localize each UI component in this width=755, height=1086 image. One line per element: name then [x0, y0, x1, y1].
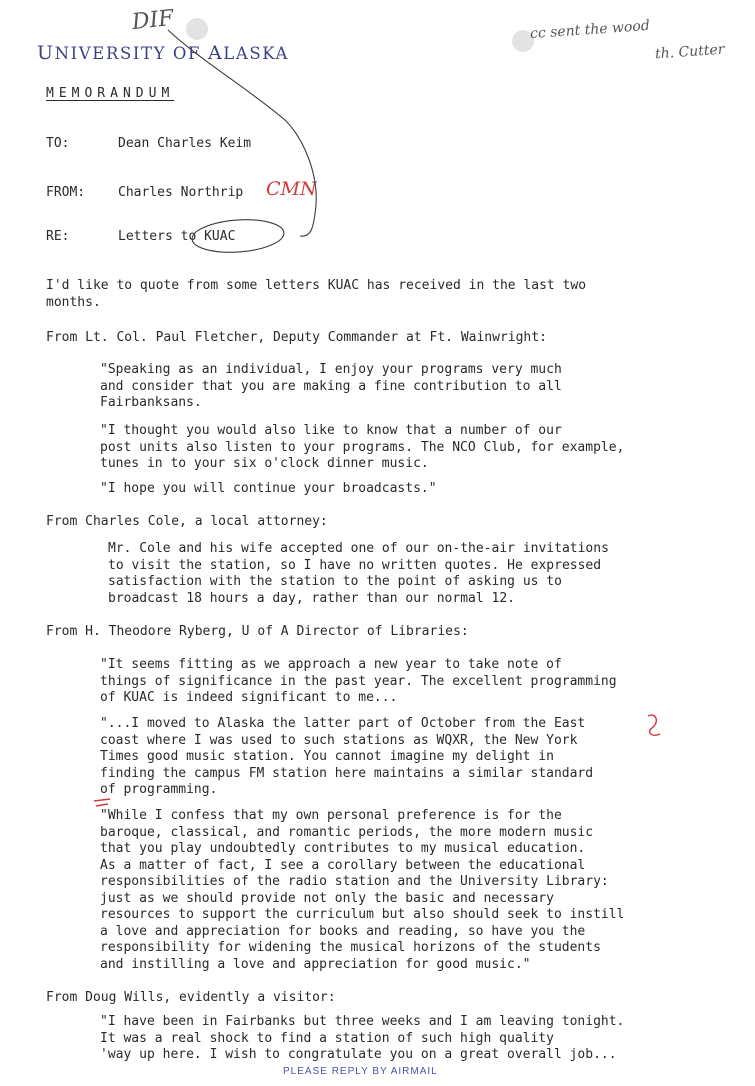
punch-hole-left: [186, 18, 208, 40]
from-value: Charles Northrip: [118, 185, 244, 200]
quote-ryberg-2: "...I moved to Alaska the latter part of October from the East coast where I was used to such stations as WQXR, the New York Times good music station. You cannot imagine my delight in finding the campus FM station here maintains a similar standard of programming.: [100, 716, 594, 797]
quote-ryberg-1: "It seems fitting as we approach a new year to take note of things of significance in the past year. The excellent programming of KUAC is indeed significant to me...: [100, 657, 617, 705]
handwritten-initials: CMN: [266, 178, 317, 200]
intro-paragraph: I'd like to quote from some letters KUAC has received in the last two months.: [46, 278, 587, 310]
section-heading-cole: From Charles Cole, a local attorney:: [46, 514, 328, 529]
paragraph-cole: Mr. Cole and his wife accepted one of our on-the-air invitations to visit the station, so I have no written quotes. He expressed satisfaction with the station to the point of asking us to broadcast 18 hours a day, rather than our normal 12.: [108, 541, 609, 606]
handwritten-dif: DIF: [130, 5, 175, 36]
quote-ryberg-3: "While I confess that my own personal preference is for the baroque, classical, and romantic periods, the more modern music that you play undoubtedly contributes to my musical education. As a matter of fact, I see a corollary between the educational responsibilities of the radio station and the University Library: just as we should provide not only the basic and necessary resources to support the curriculum but also should seek to instill a love and appreciation for books and reading, so have you the responsibility for widening the musical horizons of the students and instilling a love and appreciation for good music.": [100, 808, 625, 972]
section-heading-wills: From Doug Wills, evidently a visitor:: [46, 990, 336, 1005]
handwritten-note-line1: cc sent the wood: [529, 17, 651, 43]
quote-wills-1: "I have been in Fairbanks but three weeks and I am leaving tonight. It was a real shock to find a station of such high quality 'way up here. I wish to congratulate you on a great overall job...: [100, 1014, 625, 1062]
letterhead: UNIVERSITY OF ALASKA: [37, 42, 290, 64]
section-heading-ryberg: From H. Theodore Ryberg, U of A Director of Libraries:: [46, 624, 469, 639]
re-value: Letters to KUAC: [118, 229, 236, 244]
edit-mark-east: [648, 715, 660, 735]
edit-mark-paragraph: [94, 799, 110, 806]
handwritten-note-line2: th. Cutter: [654, 41, 725, 63]
quote-fletcher-3: "I hope you will continue your broadcasts.": [100, 481, 437, 496]
memo-title: MEMORANDUM: [46, 86, 175, 101]
quote-fletcher-1: "Speaking as an individual, I enjoy your programs very much and consider that you are making a fine contribution to all Fairbanksans.: [100, 362, 562, 410]
to-label: TO:: [46, 136, 70, 151]
airmail-footer: PLEASE REPLY BY AIRMAIL: [283, 1066, 438, 1077]
section-heading-fletcher: From Lt. Col. Paul Fletcher, Deputy Commander at Ft. Wainwright:: [46, 330, 547, 345]
re-label: RE:: [46, 229, 70, 244]
from-label: FROM:: [46, 185, 86, 200]
to-value: Dean Charles Keim: [118, 136, 252, 151]
quote-fletcher-2: "I thought you would also like to know that a number of our post units also listen to your programs. The NCO Club, for example, tunes in to your six o'clock dinner music.: [100, 423, 625, 471]
